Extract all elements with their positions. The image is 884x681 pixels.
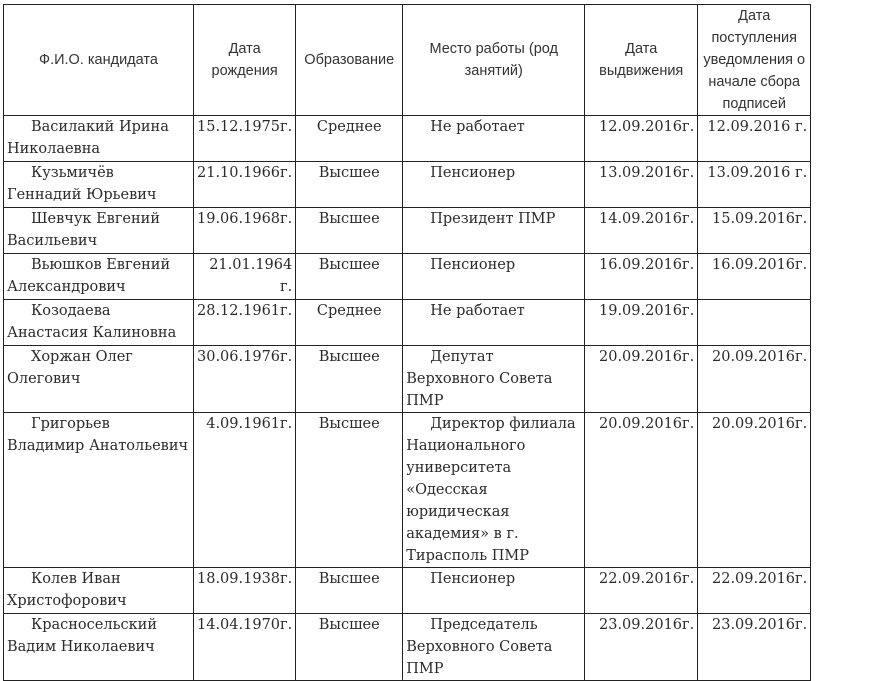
cell-fio: Козодаева Анастасия Калиновна xyxy=(4,300,194,346)
header-dob: Дата рождения xyxy=(194,5,296,116)
cell-nomination-date: 20.09.2016г. xyxy=(585,346,698,413)
cell-education: Высшее xyxy=(296,568,403,614)
cell-notification-date: 15.09.2016г. xyxy=(698,208,811,254)
cell-dob: 4.09.1961г. xyxy=(194,413,296,568)
candidates-table xyxy=(3,4,811,681)
table-row xyxy=(4,254,811,300)
cell-notification-date: 20.09.2016г. xyxy=(698,346,811,413)
cell-nomination-date: 16.09.2016г. xyxy=(585,254,698,300)
cell-dob: 15.12.1975г. xyxy=(194,116,296,162)
cell-fio: Шевчук Евгений Васильевич xyxy=(4,208,194,254)
cell-education: Высшее xyxy=(296,413,403,568)
cell-education: Высшее xyxy=(296,254,403,300)
cell-notification-date: 13.09.2016 г. xyxy=(698,162,811,208)
cell-fio: Василакий Ирина Николаевна xyxy=(4,116,194,162)
table-row xyxy=(4,568,811,614)
header-fio: Ф.И.О. кандидата xyxy=(4,5,194,116)
cell-nomination-date: 14.09.2016г. xyxy=(585,208,698,254)
cell-workplace: Директор филиала Национального университета «Одесская юридическая академия» в г. Тирасполь ПМР xyxy=(403,413,585,568)
cell-dob: 19.06.1968г. xyxy=(194,208,296,254)
cell-nomination-date: 22.09.2016г. xyxy=(585,568,698,614)
cell-dob: 28.12.1961г. xyxy=(194,300,296,346)
cell-workplace: Не работает xyxy=(403,300,585,346)
cell-education: Среднее xyxy=(296,300,403,346)
cell-workplace: Не работает xyxy=(403,116,585,162)
cell-notification-date: 16.09.2016г. xyxy=(698,254,811,300)
cell-dob: 21.01.1964 г. xyxy=(194,254,296,300)
cell-nomination-date: 12.09.2016г. xyxy=(585,116,698,162)
cell-education: Высшее xyxy=(296,162,403,208)
cell-notification-date: 23.09.2016г. xyxy=(698,614,811,681)
table-row xyxy=(4,300,811,346)
cell-nomination-date: 19.09.2016г. xyxy=(585,300,698,346)
header-education: Образование xyxy=(296,5,403,116)
header-workplace: Место работы (род занятий) xyxy=(403,5,585,116)
cell-fio: Колев Иван Христофорович xyxy=(4,568,194,614)
cell-dob: 21.10.1966г. xyxy=(194,162,296,208)
cell-notification-date xyxy=(698,300,811,346)
cell-dob: 18.09.1938г. xyxy=(194,568,296,614)
cell-fio: Хоржан Олег Олегович xyxy=(4,346,194,413)
cell-workplace: Пенсионер xyxy=(403,568,585,614)
cell-nomination-date: 13.09.2016г. xyxy=(585,162,698,208)
cell-notification-date: 20.09.2016г. xyxy=(698,413,811,568)
cell-dob: 30.06.1976г. xyxy=(194,346,296,413)
cell-nomination-date: 23.09.2016г. xyxy=(585,614,698,681)
cell-education: Высшее xyxy=(296,346,403,413)
cell-education: Высшее xyxy=(296,614,403,681)
cell-workplace: Президент ПМР xyxy=(403,208,585,254)
cell-notification-date: 22.09.2016г. xyxy=(698,568,811,614)
cell-workplace: Председатель Верховного Совета ПМР xyxy=(403,614,585,681)
candidates-table-container xyxy=(3,4,811,681)
cell-notification-date: 12.09.2016 г. xyxy=(698,116,811,162)
cell-dob: 14.04.1970г. xyxy=(194,614,296,681)
table-row xyxy=(4,162,811,208)
table-row xyxy=(4,346,811,413)
cell-education: Среднее xyxy=(296,116,403,162)
cell-workplace: Пенсионер xyxy=(403,162,585,208)
header-notification-date: Дата поступления уведомления о начале сбора подписей xyxy=(698,5,811,116)
cell-workplace: Пенсионер xyxy=(403,254,585,300)
header-nomination-date: Дата выдвижения xyxy=(585,5,698,116)
table-row xyxy=(4,208,811,254)
cell-fio: Вьюшков Евгений Александрович xyxy=(4,254,194,300)
table-row xyxy=(4,614,811,681)
table-header-row xyxy=(4,5,811,116)
cell-fio: Григорьев Владимир Анатольевич xyxy=(4,413,194,568)
cell-nomination-date: 20.09.2016г. xyxy=(585,413,698,568)
table-row xyxy=(4,116,811,162)
cell-fio: Кузьмичёв Геннадий Юрьевич xyxy=(4,162,194,208)
cell-education: Высшее xyxy=(296,208,403,254)
cell-fio: Красносельский Вадим Николаевич xyxy=(4,614,194,681)
cell-workplace: Депутат Верховного Совета ПМР xyxy=(403,346,585,413)
table-row xyxy=(4,413,811,568)
